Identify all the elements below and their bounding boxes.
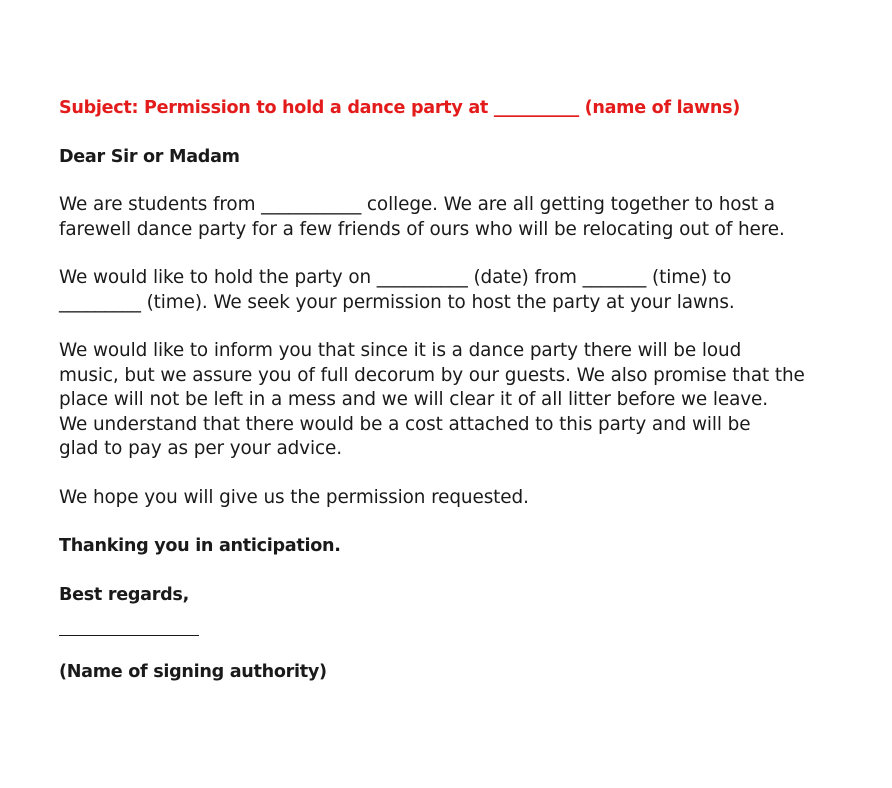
signatory-name: (Name of signing authority) [59, 662, 327, 682]
paragraph-line: We understand that there would be a cost attached to this party and will be [59, 413, 751, 435]
paragraph-line: We are students from ___________ college. We are all getting together to host a [59, 194, 775, 215]
paragraph-line: farewell dance party for a few friends of ours who will be relocating out of here. [59, 218, 785, 240]
letter-thanks: Thanking you in anticipation. [59, 536, 341, 556]
paragraph-assurance [59, 339, 859, 462]
signature-line [59, 607, 199, 636]
paragraph-date-time [59, 266, 859, 315]
letter-body [59, 96, 859, 685]
paragraph-line: We would like to hold the party on __________ (date) from _______ (time) to [59, 267, 732, 288]
paragraph-line: We would like to inform you that since it is a dance party there will be loud [59, 340, 742, 361]
paragraph-line: glad to pay as per your advice. [59, 438, 342, 459]
letter-closing: Best regards, [59, 584, 189, 605]
paragraph-line: place will not be left in a mess and we will clear it of all litter before we leave. [59, 389, 769, 410]
letter-salutation: Dear Sir or Madam [59, 146, 240, 167]
letter-subject: Subject: Permission to hold a dance party at __________ (name of lawns) [59, 98, 741, 118]
paragraph-request: We hope you will give us the permission requested. [59, 486, 529, 508]
paragraph-line: music, but we assure you of full decorum by our guests. We also promise that the [59, 364, 805, 386]
paragraph-intro [59, 193, 859, 242]
paragraph-line: _________ (time). We seek your permission to host the party at your lawns. [59, 291, 735, 313]
